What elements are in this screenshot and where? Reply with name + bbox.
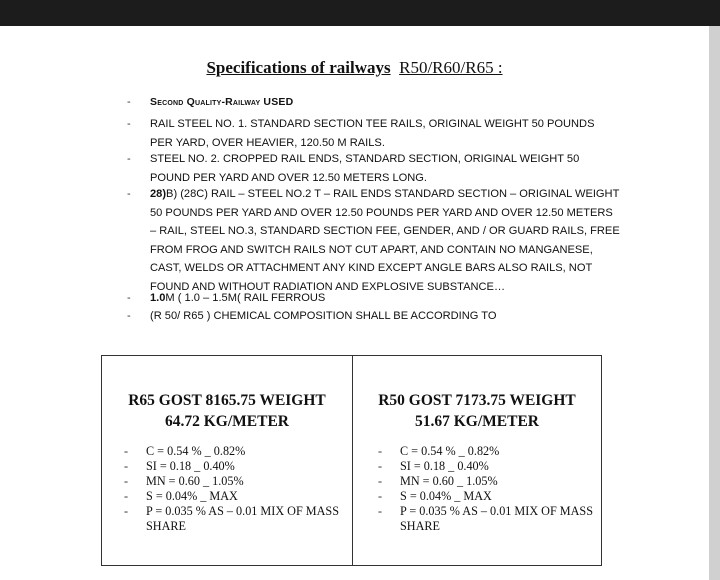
list-item	[127, 93, 620, 112]
chem-spec-text: S = 0.04% _ MAX	[146, 489, 238, 503]
list-item	[127, 307, 620, 326]
bullet-dash: -	[127, 118, 131, 130]
box-title-line1: R50 GOST 7173.75 WEIGHT	[378, 392, 576, 409]
title-models: R50/R60/R65 :	[399, 58, 503, 77]
list-item-lead: 28)	[150, 188, 167, 200]
list-item-text: M ( 1.0 – 1.5M( RAIL FERROUS	[165, 292, 326, 304]
spec-box-r65	[101, 355, 353, 566]
chem-spec-item	[378, 474, 610, 489]
list-item-lead: 1.0	[150, 292, 166, 304]
list-item	[127, 289, 620, 308]
chem-spec-item	[378, 459, 610, 474]
bullet-dash: -	[378, 504, 383, 518]
chem-spec-item	[124, 504, 356, 534]
chem-spec-item	[378, 489, 610, 504]
chem-spec-text: S = 0.04% _ MAX	[400, 489, 492, 503]
bullet-dash: -	[378, 444, 383, 458]
bullet-dash: -	[127, 188, 131, 200]
bullet-dash: -	[124, 504, 129, 518]
list-item	[127, 150, 620, 187]
chem-spec-item	[378, 504, 610, 534]
list-item-text: Second Quality-Railway USED	[150, 96, 294, 108]
bullet-dash: -	[378, 489, 383, 503]
list-item-text: RAIL STEEL NO. 1. STANDARD SECTION TEE RAILS, ORIGINAL WEIGHT 50 POUNDS PER YARD, OVER HEAVIER, 120.50 M RAILS.	[150, 118, 595, 149]
list-item-text: B) (28C) RAIL – STEEL NO.2 T – RAIL ENDS STANDARD SECTION – ORIGINAL WEIGHT 50 POUNDS PER YARD AND OVER 12.50 POUNDS PER YARD AND OVER 12.50 METERS – RAIL, STEEL NO.3, STANDARD SECTION FEE, GENDER, AND / OR GUARD RAILS, FREE FROM FROG AND SWITCH RAILS NOT CUT APART, AND CONTAIN NO MANGANESE, CAST, WELDS OR ATTACHMENT ANY KIND EXCEPT ANGLE BARS ALSO RAILS, NOT FOUND AND WITHOUT RADIATION AND EXPLOSIVE SUBSTANCE…	[150, 188, 620, 293]
chem-spec-text: P = 0.035 % AS – 0.01 MIX OF MASS SHARE	[146, 504, 339, 533]
bullet-dash: -	[378, 459, 383, 473]
box-title-line2: 51.67 KG/METER	[414, 413, 539, 430]
chem-spec-text: SI = 0.18 _ 0.40%	[400, 459, 489, 473]
chem-spec-item	[378, 444, 610, 459]
box-title-line1: R65 GOST 8165.75 WEIGHT	[128, 392, 326, 409]
bullet-dash: -	[124, 459, 129, 473]
list-item	[127, 185, 620, 296]
spec-box-r50	[352, 355, 602, 566]
box-title	[353, 390, 601, 432]
document-title	[0, 58, 709, 78]
chem-spec-text: MN = 0.60 _ 1.05%	[400, 474, 498, 488]
bullet-dash: -	[124, 444, 129, 458]
chem-spec-item	[124, 489, 356, 504]
title-main: Specifications of railways	[206, 58, 391, 77]
bullet-dash: -	[127, 153, 131, 165]
box-title	[102, 390, 352, 432]
bullet-dash: -	[127, 292, 131, 304]
chem-spec-list	[124, 444, 356, 534]
bullet-dash: -	[378, 474, 383, 488]
chem-spec-text: SI = 0.18 _ 0.40%	[146, 459, 235, 473]
list-item	[127, 115, 620, 152]
box-title-line2: 64.72 KG/METER	[164, 413, 289, 430]
list-item-text: (R 50/ R65 ) CHEMICAL COMPOSITION SHALL BE ACCORDING TO	[150, 310, 497, 322]
chem-spec-text: P = 0.035 % AS – 0.01 MIX OF MASS SHARE	[400, 504, 593, 533]
chem-spec-text: C = 0.54 % _ 0.82%	[400, 444, 500, 458]
chem-spec-list	[378, 444, 610, 534]
chem-spec-item	[124, 474, 356, 489]
top-dark-band	[0, 0, 720, 26]
bullet-dash: -	[124, 474, 129, 488]
page-edge-shadow	[709, 26, 720, 580]
bullet-dash: -	[127, 310, 131, 322]
chem-spec-item	[124, 459, 356, 474]
chem-spec-text: C = 0.54 % _ 0.82%	[146, 444, 246, 458]
bullet-dash: -	[127, 96, 131, 108]
chem-spec-text: MN = 0.60 _ 1.05%	[146, 474, 244, 488]
list-item-text: STEEL NO. 2. CROPPED RAIL ENDS, STANDARD SECTION, ORIGINAL WEIGHT 50 POUND PER YARD AND OVER 12.50 METERS LONG.	[150, 153, 580, 184]
bullet-dash: -	[124, 489, 129, 503]
chem-spec-item	[124, 444, 356, 459]
